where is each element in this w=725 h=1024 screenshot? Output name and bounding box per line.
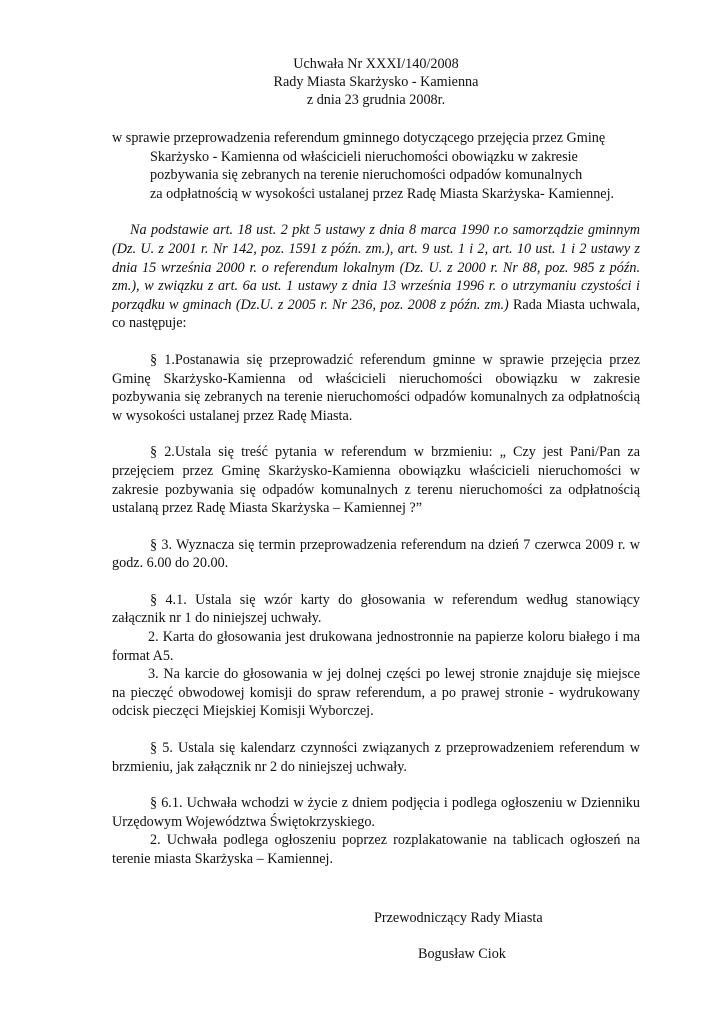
- subject-line-1: w sprawie przeprowadzenia referendum gminnego dotyczącego przejęcia przez Gminę: [112, 130, 606, 146]
- resolution-subject: [112, 129, 640, 203]
- legal-basis-resolve: Rada Miasta uchwala, co następuje:: [112, 296, 640, 332]
- document-header: [112, 55, 640, 109]
- section-3: § 3. Wyznacza się termin przeprowadzenia referendum na dzień 7 czerwca 2009 r. w godz. 6.00 do 20.00.: [112, 536, 640, 572]
- section-2: § 2.Ustala się treść pytania w referendum w brzmieniu: „ Czy jest Pani/Pan za przejęciem przez Gminę Skarżysko-Kamienna obowiązku właścicieli nieruchomości w zakresie pozbywania się odpadów komunalnych z terenu nieruchomości za odpłatnością ustalaną przez Radę Miasta Skarżyska – Kamiennej ?”: [112, 444, 640, 517]
- subject-line-4: za odpłatnością w wysokości ustalanej przez Radę Miasta Skarżyska- Kamiennej.: [150, 185, 615, 202]
- resolution-date: z dnia 23 grudnia 2008r.: [306, 92, 446, 108]
- signature-name: Bogusław Ciok: [418, 945, 506, 962]
- section-4-point-2: 2. Karta do głosowania jest drukowana jednostronnie na papierze koloru białego i ma format A5.: [112, 629, 640, 664]
- section-1: § 1.Postanawia się przeprowadzić referendum gminne w sprawie przejęcia przez Gminę Skarżysko-Kamienna od właścicieli nieruchomości obowiązku w zakresie pozbywania się zebranych na terenie nieruchomości odpadów komunalnych za odpłatnością w wysokości ustalanej przez Radę Miasta.: [112, 351, 640, 424]
- resolution-number: Uchwała Nr XXXI/140/2008: [293, 56, 459, 72]
- section-6-point-2: 2. Uchwała podlega ogłoszeniu poprzez rozplakatowanie na tablicach ogłoszeń na terenie miasta Skarżyska – Kamiennej.: [112, 832, 640, 867]
- section-4: [112, 591, 640, 721]
- section-4-point-1: § 4.1. Ustala się wzór karty do głosowania w referendum według stanowiący załącznik nr 1 do niniejszej uchwały.: [112, 591, 640, 627]
- signature-block: [112, 909, 640, 963]
- subject-line-3: pozbywania się zebranych na terenie nieruchomości odpadów komunalnych: [150, 167, 583, 184]
- legal-basis: [112, 221, 640, 333]
- signature-title: Przewodniczący Rady Miasta: [374, 909, 543, 926]
- subject-line-2: Skarżysko - Kamienna od właścicieli nieruchomości obowiązku w zakresie: [150, 148, 578, 165]
- section-6-point-1: § 6.1. Uchwała wchodzi w życie z dniem podjęcia i podlega ogłoszeniu w Dzienniku Urzędowym Województwa Świętokrzyskiego.: [112, 795, 640, 830]
- section-6: [112, 794, 640, 868]
- section-4-point-3: 3. Na karcie do głosowania w jej dolnej części po lewej stronie znajduje się miejsce na pieczęć obwodowej komisji do spraw referendum, a po prawej stronie - wydrukowany odcisk pieczęci Miejskiej Komisji Wyborczej.: [112, 666, 640, 720]
- section-5: § 5. Ustala się kalendarz czynności związanych z przeprowadzeniem referendum w brzmieniu, jak załącznik nr 2 do niniejszej uchwały.: [112, 740, 640, 775]
- council-name: Rady Miasta Skarżysko - Kamienna: [273, 74, 479, 90]
- legal-basis-citation: Na podstawie art. 18 ust. 2 pkt 5 ustawy z dnia 8 marca 1990 r.o samorządzie gminnym (Dz. U. z 2001 r. Nr 142, poz. 1591 z późn. zm.), art. 9 ust. 1 i 2, art. 10 ust. 1 i 2 ustawy z dnia 15 września 2000 r. o referendum lokalnym (Dz. U. z 2000 r. Nr 88, poz. 985 z późn. zm.), w związku z art. 6a ust. 1 ustawy z dnia 13 września 1996 r. o utrzymaniu czystości i porządku w gminach (Dz.U. z 2005 r. Nr 236, poz. 2008 z późn. zm.): [112, 222, 640, 313]
